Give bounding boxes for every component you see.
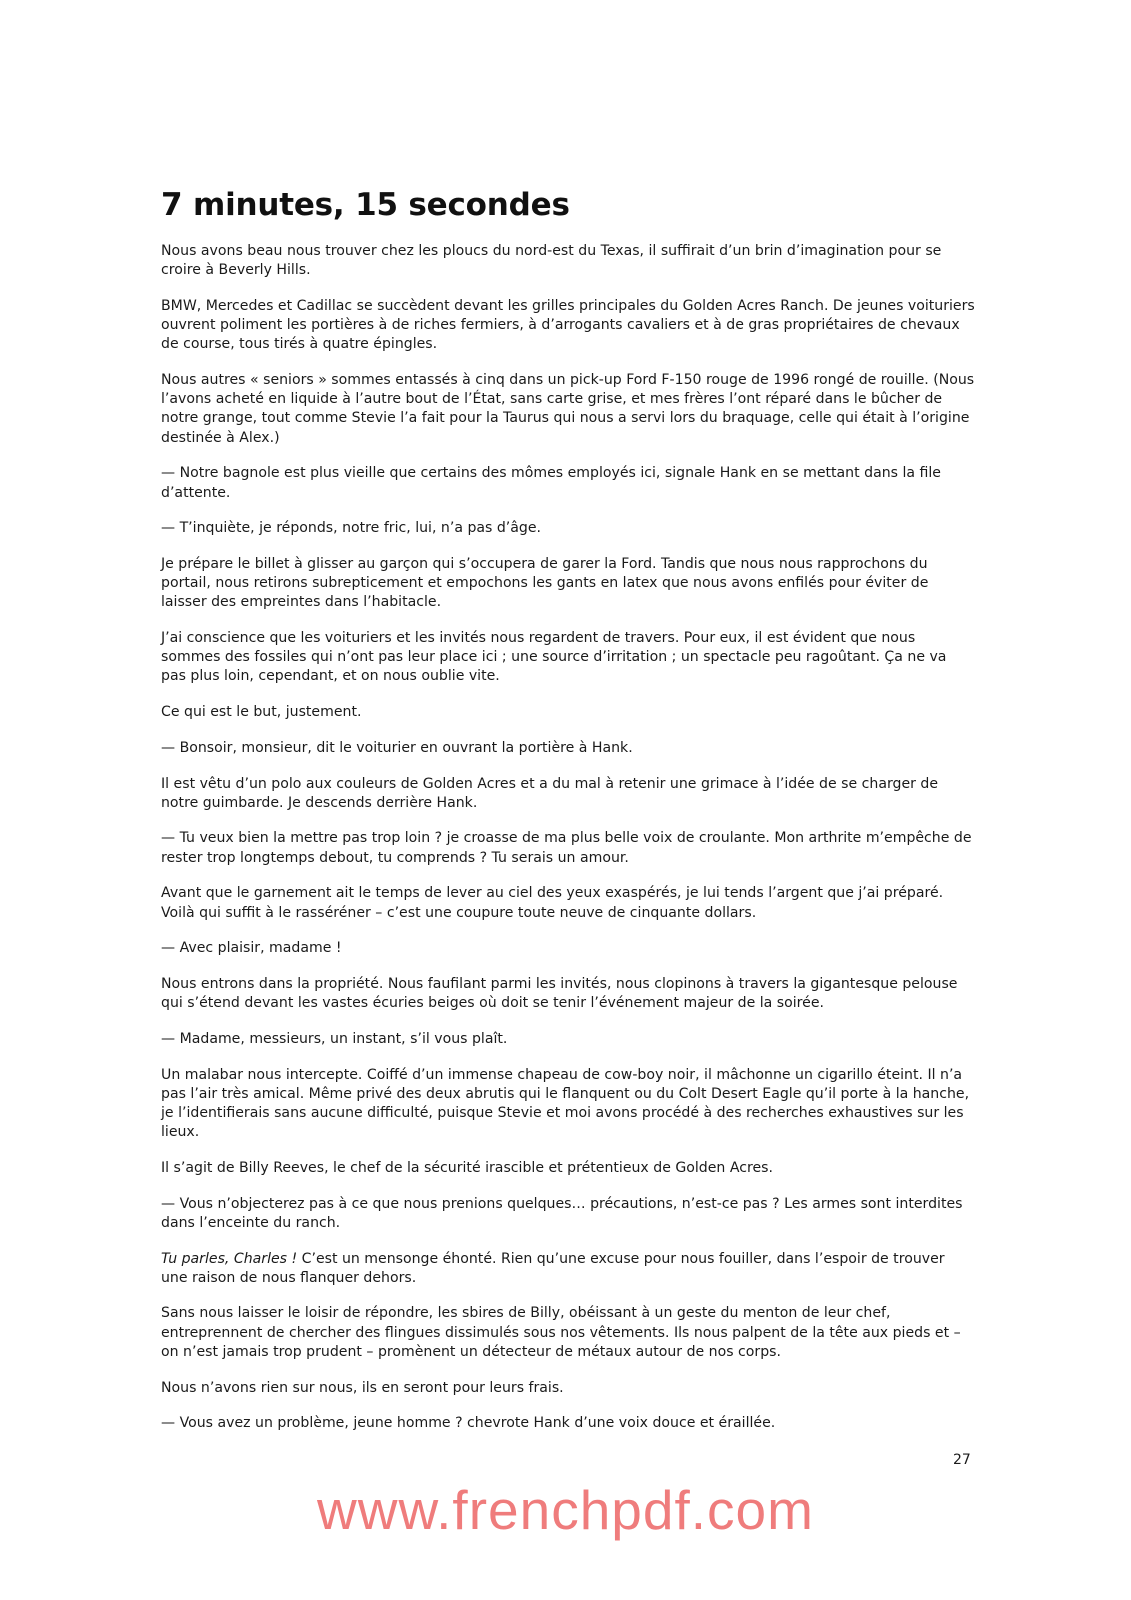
body-text — [161, 242, 975, 1450]
paragraph: Ce qui est le but, justement. — [161, 704, 362, 721]
paragraph: — Vous avez un problème, jeune homme ? chevrote Hank d’une voix douce et éraillée. — [161, 1415, 776, 1432]
paragraph: — Avec plaisir, madame ! — [161, 940, 342, 957]
chapter-title: 7 minutes, 15 secondes — [161, 187, 570, 223]
paragraph: BMW, Mercedes et Cadillac se succèdent devant les grilles principales du Golden Acres Ranch. De jeunes voituriers ouvrent poliment les portières à de riches fermiers, à d’arrogants cavaliers et à de gras propriétaires de chevaux de course, tous tirés à quatre épingles. — [161, 297, 975, 353]
paragraph: Il s’agit de Billy Reeves, le chef de la sécurité irascible et prétentieux de Golden Acres. — [161, 1159, 773, 1176]
italic-phrase: Tu parles, Charles ! — [161, 1250, 298, 1267]
page-number: 27 — [953, 1452, 971, 1468]
paragraph: — Bonsoir, monsieur, dit le voiturier en ouvrant la portière à Hank. — [161, 739, 633, 756]
paragraph-rest: C’est un mensonge éhonté. Rien qu’une excuse pour nous fouiller, dans l’espoir de trouver une raison de nous flanquer dehors. — [161, 1250, 945, 1286]
paragraph: Nous entrons dans la propriété. Nous faufilant parmi les invités, nous clopinons à travers la gigantesque pelouse qui s’étend devant les vastes écuries beiges où doit se tenir l’événement majeur de la soirée. — [161, 975, 958, 1012]
paragraph: — T’inquiète, je réponds, notre fric, lui, n’a pas d’âge. — [161, 520, 542, 537]
watermark-url: www.frenchpdf.com — [317, 1479, 814, 1541]
paragraph: Il est vêtu d’un polo aux couleurs de Golden Acres et a du mal à retenir une grimace à l’idée de se charger de notre guimbarde. Je descends derrière Hank. — [161, 775, 939, 811]
paragraph: Nous autres « seniors » sommes entassés à cinq dans un pick-up Ford F-150 rouge de 1996 rongé de rouille. (Nous l’avons acheté en liquide à l’autre bout de l’État, sans carte grise, et mes frères l’ont réparé dans le bûcher de notre grange, tout comme Stevie l’a fait pour la Taurus qui nous a servi lors du braquage, celle qui était à l’origine destinée à Alex.) — [161, 372, 975, 446]
paragraph: Un malabar nous intercepte. Coiffé d’un immense chapeau de cow-boy noir, il mâchonne un cigarillo éteint. Il n’a pas l’air très amical. Même privé des deux abrutis qui le flanquent ou du Colt Desert Eagle qu’il porte à la hanche, je l’identifierais sans aucune difficulté, puisque Stevie et moi avons procédé à des recherches exhaustives sur les lieux. — [161, 1066, 970, 1141]
paragraph: Nous avons beau nous trouver chez les ploucs du nord-est du Texas, il suffirait d’un brin d’imagination pour se croire à Beverly Hills. — [161, 243, 942, 279]
paragraph: Nous n’avons rien sur nous, ils en seront pour leurs frais. — [161, 1379, 564, 1396]
paragraph: Avant que le garnement ait le temps de lever au ciel des yeux exaspérés, je lui tends l’argent que j’ai préparé. Voilà qui suffit à le rasséréner – c’est une coupure toute neuve de cinquante dollars. — [161, 885, 944, 921]
paragraph: — Vous n’objecterez pas à ce que nous prenions quelques… précautions, n’est-ce pas ? Les armes sont interdites dans l’enceinte du ranch. — [161, 1195, 963, 1231]
paragraph: — Tu veux bien la mettre pas trop loin ? je croasse de ma plus belle voix de croulante. Mon arthrite m’empêche de rester trop longtemps debout, tu comprends ? Tu serais un amour. — [161, 830, 972, 866]
paragraph: Sans nous laisser le loisir de répondre, les sbires de Billy, obéissant à un geste du menton de leur chef, entreprennent de chercher des flingues dissimulés sous nos vêtements. Ils nous palpent de la tête aux pieds et – on n’est jamais trop prudent – promènent un détecteur de métaux autour de nos corps. — [161, 1305, 961, 1360]
paragraph: — Notre bagnole est plus vieille que certains des mômes employés ici, signale Hank en se mettant dans la file d’attente. — [161, 465, 941, 501]
paragraph: — Madame, messieurs, un instant, s’il vous plaît. — [161, 1030, 508, 1047]
paragraph: J’ai conscience que les voituriers et les invités nous regardent de travers. Pour eux, il est évident que nous sommes des fossiles qui n’ont pas leur place ici ; une source d’irritation ; un spectacle peu ragoûtant. Ça ne va pas plus loin, cependant, et on nous oublie vite. — [161, 630, 947, 685]
paragraph: Je prépare le billet à glisser au garçon qui s’occupera de garer la Ford. Tandis que nous nous rapprochons du portail, nous retirons subrepticement et empochons les gants en latex que nous avons enfilés pour éviter de laisser des empreintes dans l’habitacle. — [161, 555, 929, 611]
italic-paragraph — [161, 1250, 975, 1288]
